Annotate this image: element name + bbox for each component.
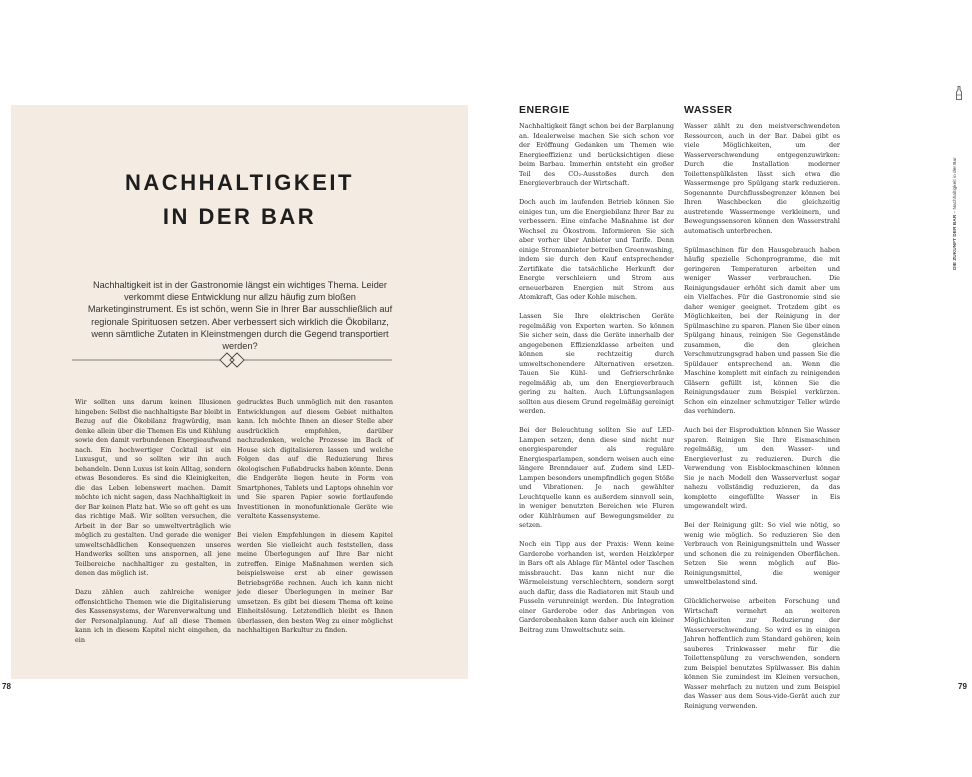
page-number-right: 79 [958,682,967,691]
paragraph: gedrucktes Buch unmöglich mit den rasanten Entwicklungen auf diesem Gebiet mithalten kann. Ich möchte Ihnen an dieser Stelle aber ausdrücklich empfehlen, darüber nachzudenken, welche Prozesse im Back of House sich digitalisieren lassen und welche Folgen das auf die Reduzierung Ihres ökologischen Fußabdrucks haben könnte. Denn die Endgeräte liegen heute in Form von Smartphones, Tablets und Laptops ohnehin vor und Sie sparen Papier sowie fortlaufende Investitionen in monofunktionale Geräte wie veraltete Kassensysteme. [237,398,393,520]
chapter-title [11,166,468,234]
paragraph: Nachhaltigkeit fängt schon bei der Barplanung an. Idealerweise machen Sie sich schon vor der Eröffnung Gedanken um Themen wie Energieeffizienz und berücksichtigen diese beim Barbau. Immerhin entsteht ein großer Teil des CO₂-Ausstoßes durch den Energieverbrauch der Wirtschaft. [519,122,674,187]
paragraph: Wir sollten uns darum keinen Illusionen hingeben: Selbst die nachhaltigste Bar bleibt in Bezug auf die Ökobilanz fragwürdig, man denke allein über die Themen Eis und Kühlung sowie den damit verbundenen Energieaufwand nach. Ein hochwertiger Cocktail ist ein Luxusgut, und so sollten wir ihn auch behandeln. Denn Luxus ist kein Alltag, sondern etwas Besonderes. Es sind die Kleinigkeiten, die das Leben lebenswert machen. Damit möchte ich nicht sagen, dass Nachhaltigkeit in der Bar keinen Platz hat. Wie so oft geht es um das richtige Maß. Wir sollten versuchen, die Arbeit in der Bar so umweltverträglich wie möglich zu gestalten. Und gerade die weniger umweltschädlichen Konsequenzen unseres Handwerks sollten uns anspornen, all jene Teilbereiche nachhaltiger zu gestalten, in denen das möglich ist. [75,398,231,577]
paragraph: Doch auch im laufenden Betrieb können Sie einiges tun, um die Energiebilanz Ihrer Bar zu verbessern. Eine einfache Maßnahme ist der Wechsel zu Ökostrom. Informieren Sie sich aber vorher über Anbieter und Tarife. Denn einige Stromanbieter betreiben Greenwashing, indem sie durch den Kauf entsprechender Zertifikate die tatsächliche Herkunft der Energie verschleiern und Strom aus erneuerbaren Energien mit Strom aus Atomkraft, Gas oder Kohle mischen. [519,198,674,301]
paragraph: Wasser zählt zu den meistverschwendeten Ressourcen, auch in der Bar. Dabei gibt es viele Möglichkeiten, um der Wasserverschwendung entgegenzuwirken: Durch die Installation moderner Toilettenspülkästen lässt sich etwa die Wassermenge pro Spülgang stark reduzieren. Sogenannte Durchflussbegrenzer können bei Ihren Waschbecken die gleichzeitig austretende Wassermenge verkleinern, und Bewegungssensoren können den Wasserstrahl automatisch unterbrechen. [684,122,840,235]
paragraph: Lassen Sie Ihre elektrischen Geräte regelmäßig von Experten warten. So können Sie sicher sein, dass die Geräte innerhalb der angegebenen Effizienzklasse arbeiten und können sie rechtzeitig durch umweltschonendere Alternativen ersetzen. Tauen Sie Kühl- und Gefrierschränke regelmäßig ab, um den Energieverbrauch gering zu halten. Auch Lüftungsanlagen sollten aus diesem Grund regelmäßig gereinigt werden. [519,312,674,415]
paragraph: Bei der Reinigung gilt: So viel wie nötig, so wenig wie möglich. So reduzieren Sie den Verbrauch von Reinigungsmitteln und Wasser und schonen die zu reinigenden Oberflächen. Setzen Sie wenn möglich auf Bio-Reinigungsmittel, die weniger umweltbelastend sind. [684,521,840,586]
paragraph: Bei vielen Empfehlungen in diesem Kapitel werden Sie vielleicht auch feststellen, dass meine Überlegungen auf Ihre Bar nicht zutreffen. Einige Maßnahmen werden sich beispielsweise erst ab einer gewissen Betriebsgröße rechnen. Auch ich kann nicht jede dieser Überlegungen in meiner Bar umsetzen. Es gibt bei diesem Thema oft keine Einheitslösung. Letztendlich bleibt es Ihnen überlassen, den besten Weg zu einer möglichst nachhaltigen Barkultur zu finden. [237,531,393,634]
paragraph: Spülmaschinen für den Hausgebrauch haben häufig spezielle Schonprogramme, die mit geringeren Temperaturen arbeiten und weniger Wasser verbrauchen. Die Reinigungsdauer erhöht sich damit aber um ein Vielfaches. Für die Gastronomie sind sie daher weniger geeignet. Trotzdem gibt es Möglichkeiten, bei der Reinigung in der Spülmaschine zu sparen. Planen Sie über einen Spülgang hinaus, reinigen Sie Gegenstände zusammen, die den gleichen Verschmutzungsgrad haben und passen Sie die Spüldauer entsprechend an. Wenn die Maschine komplett mit einfach zu reinigenden Gläsern gefüllt ist, können Sie die Reinigungsdauer zum Beispiel verkürzen. Schon ein einzelner schmutziger Teller würde das verhindern. [684,245,840,415]
title-line-2: IN DER BAR [162,204,317,229]
running-header-vertical [953,157,963,270]
running-header-bold: DIE ZUKUNFT DER BAR [953,214,958,270]
paragraph: Bei der Beleuchtung sollten Sie auf LED-Lampen setzen, denn diese sind nicht nur energiesparender als reguläre Energiesparlampen, sondern weisen auch eine längere Brenndauer auf. Zudem sind LED-Lampen besonders unempfindlich gegen Stöße und Vibrationen. Je nach gewählter Leuchtquelle kann es außerdem sinnvoll sein, in weniger benutzten Bereichen wie Fluren oder Kühlräumen auf Bewegungsmelder zu setzen. [519,426,674,529]
title-line-1: NACHHALTIGKEIT [125,170,354,195]
paragraph: Auch bei der Eisproduktion können Sie Wasser sparen. Reinigen Sie Ihre Eismaschinen regelmäßig, um den Wasser- und Energieverlust zu reduzieren. Durch die Verwendung von Eisblockmaschinen können Sie je nach Modell den Wasserverlust sogar nahezu vollständig reduzieren, da das komplette eingefüllte Wasser in Eis umgewandelt wird. [684,426,840,510]
wasser-column [684,122,840,721]
running-header-rest: – Nachhaltigkeit in der Bar [953,157,958,214]
left-column-1 [75,398,231,655]
bottle-logo-icon [955,86,963,100]
paragraph: Noch ein Tipp aus der Praxis: Wenn keine Garderobe vorhanden ist, werden Heizkörper in Bars oft als Ablage für Mäntel oder Taschen missbraucht. Das kann nicht nur die Wärmeleistung verschlechtern, sondern sorgt auch dafür, dass die Radiatoren mit Staub und Fusseln verunreinigt werden. Die Integration einer Garderobe oder das Anbringen von Garderobenhaken kann daher auch ein kleiner Beitrag zum Umweltschutz sein. [519,540,674,634]
energie-heading: ENERGIE [519,104,570,116]
intro-text: Nachhaltigkeit ist in der Gastronomie längst ein wichtiges Thema. Leider verkommt diese Entwicklung nur allzu häufig zum bloßen Marketinginstrument. Es ist schön, wenn Sie in Ihrer Bar ausschließlich auf regionale Spirituosen setzen. Aber verbessert sich wirklich die Ökobilanz, wenn sämtliche Zutaten in Kleinstmengen durch die Gegend transportiert werden? [87,280,393,352]
paragraph: Glücklicherweise arbeiten Forschung und Wirtschaft vermehrt an weiteren Möglichkeiten zur Reduzierung der Wasserverschwendung. So wird es in einigen Jahren hoffentlich zum Standard gehören, kein sauberes Trinkwasser mehr für die Toilettenspülung zu verschwenden, sondern zum Beispiel benutztes Spülwasser. Bis dahin können Sie zumindest im Kleinen versuchen, Wasser mehrfach zu nutzen und zum Beispiel das Wasser aus dem Sous-vide-Gerät auch zur Reinigung verwenden. [684,597,840,710]
left-column-2 [237,398,393,645]
paragraph: Dazu zählen auch zahlreiche weniger offensichtliche Themen wie die Digitalisierung des Kassensystems, der Warenverwaltung und der Personalplanung. Auf all diese Themen kann ich in diesem Kapitel nicht eingehen, da ein [75,588,231,644]
page-number-left: 78 [2,682,11,691]
energie-column [519,122,674,645]
ornament-divider [72,352,392,368]
wasser-heading: WASSER [684,104,733,116]
